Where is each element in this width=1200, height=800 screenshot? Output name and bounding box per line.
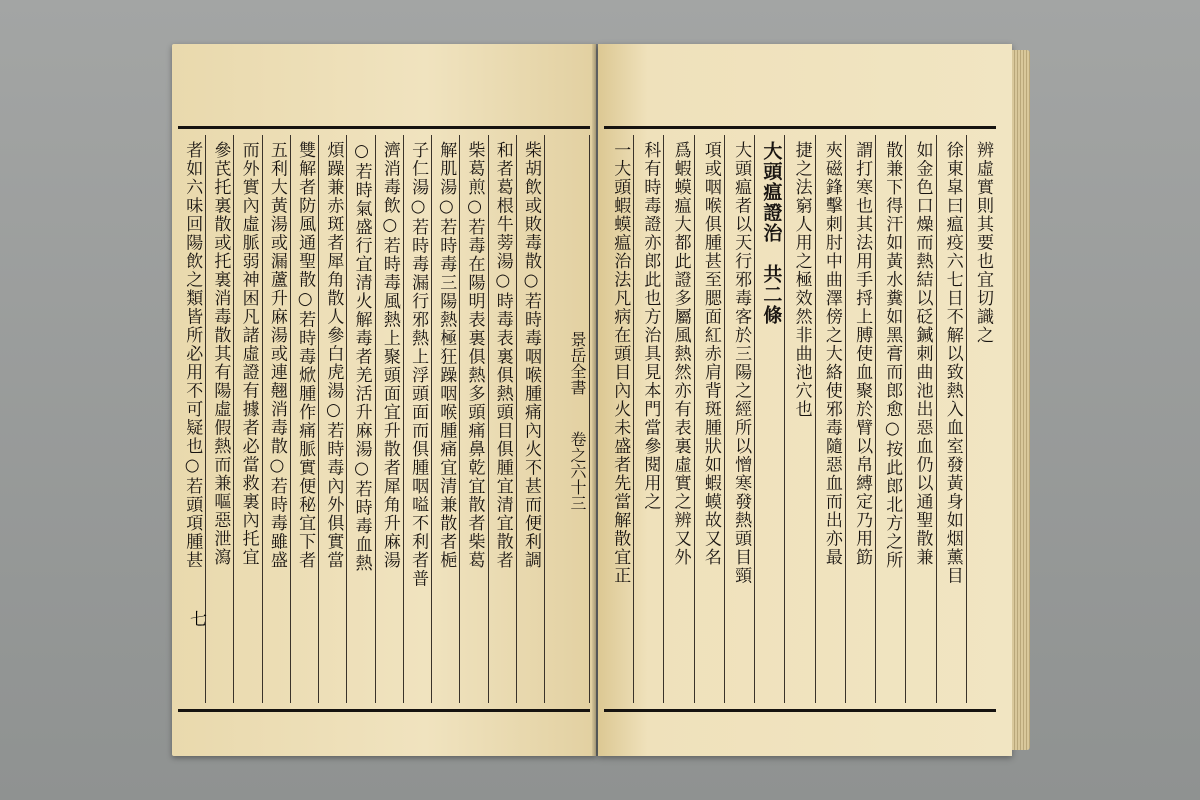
text-column: 捷之法窮人用之極效然非曲池穴也 bbox=[784, 135, 814, 703]
text-column: 而外實內虛脈弱神困凡諸虛證有據者必當救裏內托宜 bbox=[233, 135, 261, 703]
text-column: 謂打寒也其法用手捋上膊使血聚於臂以帛縛定乃用筯 bbox=[845, 135, 875, 703]
text-column: ○若時氣盛行宜清火解毒者羌活升麻湯○若時毒血熱 bbox=[346, 135, 374, 703]
text-column: 如金色口燥而熱結以砭鍼刺曲池出惡血仍以通聖散兼 bbox=[905, 135, 935, 703]
text-column: 者如六味回陽飲之類皆所必用不可疑也○若頭項腫甚 bbox=[182, 141, 203, 570]
text-column: 解肌湯○若時毒三陽熱極狂躁咽喉腫痛宜清兼散者梔 bbox=[431, 135, 459, 703]
right-page-frame bbox=[604, 126, 996, 712]
text-column: 濟消毒飲○若時毒風熱上聚頭面宜升散者犀角升麻湯 bbox=[375, 135, 403, 703]
open-book bbox=[172, 44, 1032, 756]
text-column: 項或咽喉俱腫甚至腮面紅赤肩背斑腫狀如蝦蟆故又名 bbox=[694, 135, 724, 703]
text-column: 一大頭蝦蟆瘟治法凡病在頭目內火未盛者先當解散宜正 bbox=[610, 141, 631, 585]
text-column: 徐東皐曰瘟疫六七日不解以致熱入血室發黃身如烟薰目 bbox=[936, 135, 966, 703]
text-column: 五利大黃湯或漏蘆升麻湯或連翹消毒散○若時毒雖盛 bbox=[262, 135, 290, 703]
margin-volume: 卷之六十三 bbox=[568, 431, 587, 511]
text-column: 柴葛煎○若毒在陽明表裏俱熱多頭痛鼻乾宜散者柴葛 bbox=[459, 135, 487, 703]
text-column: 夾磁鋒擊刺肘中曲澤傍之大絡使邪毒隨惡血而出亦最 bbox=[815, 135, 845, 703]
right-text-columns bbox=[604, 135, 996, 703]
text-column: 和者葛根牛蒡湯○時毒表裏俱熱頭目俱腫宜清宜散者 bbox=[488, 135, 516, 703]
text-column: 科有時毒證亦郎此也方治具見本門當參閱用之 bbox=[633, 135, 663, 703]
left-page-frame bbox=[178, 126, 590, 712]
left-page bbox=[172, 44, 596, 756]
text-column: 散兼下得汗如黃水糞如黑膏而郎愈○按此郎北方之所 bbox=[875, 135, 905, 703]
text-column: 參芪托裏散或托裏消毒散其有陽虛假熱而兼嘔惡泄瀉 bbox=[205, 135, 233, 703]
right-page bbox=[598, 44, 1012, 756]
margin-title: 景岳全書 bbox=[568, 331, 587, 395]
text-column: 煩躁兼赤斑者犀角散人參白虎湯○若時毒內外俱實當 bbox=[318, 135, 346, 703]
page-number: 七 bbox=[186, 610, 206, 627]
text-column: 大頭瘟證治 共二條 bbox=[754, 135, 784, 703]
fold-margin-label bbox=[544, 135, 590, 703]
text-column: 子仁湯○若時毒漏行邪熱上浮頭面而俱腫咽嗌不利者普 bbox=[403, 135, 431, 703]
text-column: 爲蝦蟆瘟大都此證多屬風熱然亦有表裏虛實之辨又外 bbox=[663, 135, 693, 703]
text-column: 大頭瘟者以天行邪毒客於三陽之經所以憎寒發熱頭目頸 bbox=[724, 135, 754, 703]
page-edges bbox=[1012, 50, 1030, 750]
text-column: 柴胡飲或敗毒散○若時毒咽喉腫痛內火不甚而便利調 bbox=[516, 135, 544, 703]
text-column: 雙解者防風通聖散○若時毒焮腫作痛脈實便秘宜下者 bbox=[290, 135, 318, 703]
text-column: 辨虛實則其要也宜切識之 bbox=[966, 135, 996, 703]
left-text-columns bbox=[178, 135, 590, 703]
